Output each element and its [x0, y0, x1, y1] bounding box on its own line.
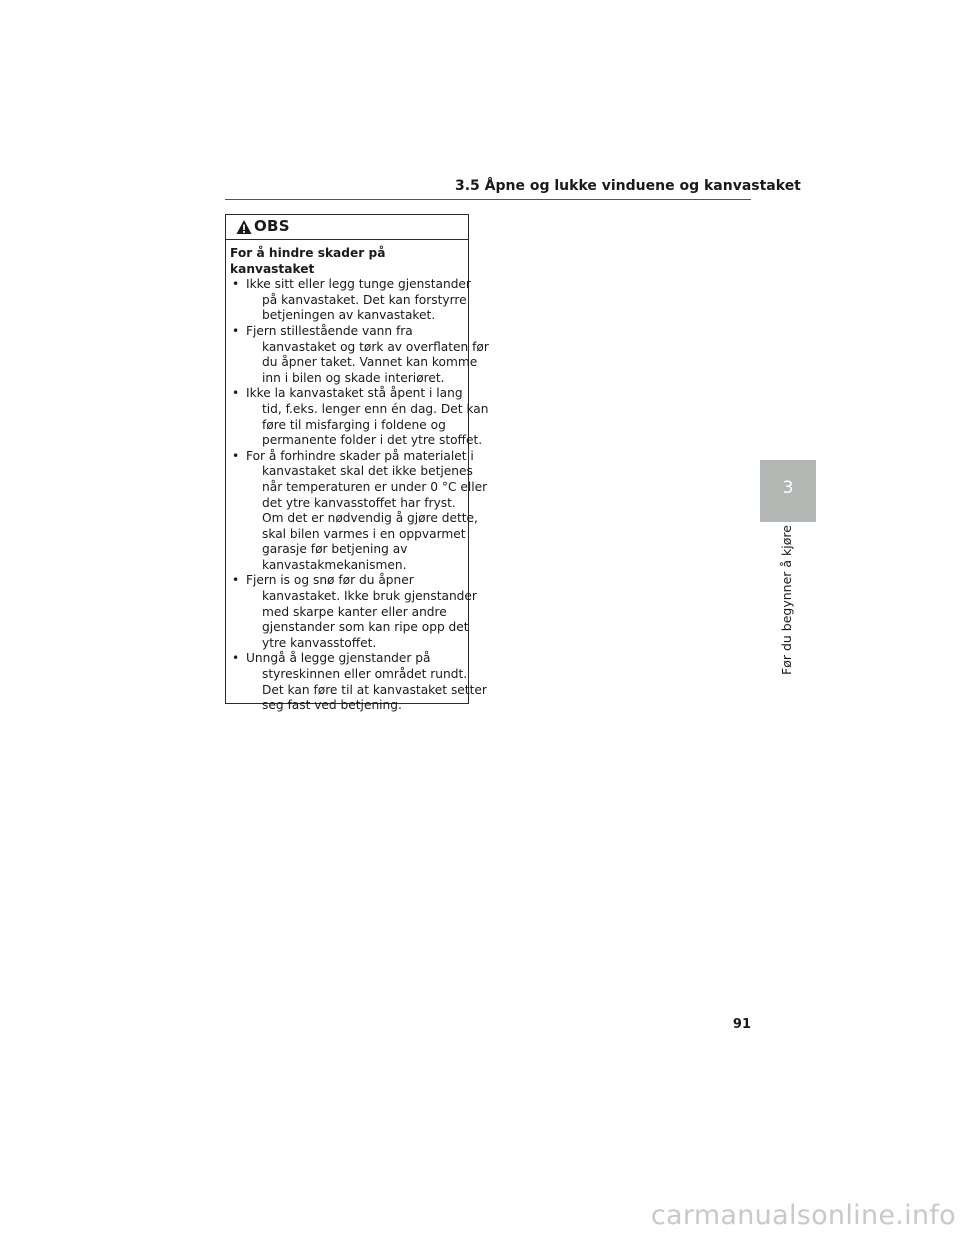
warning-text-line: tid, f.eks. lenger enn én dag. Det kan: [262, 401, 489, 416]
warning-text-line: Ikke la kanvastaket stå åpent i lang: [246, 386, 463, 401]
warning-list: [230, 277, 489, 714]
section-title: 3.5 Åpne og lukke vinduene og kanvastaket: [455, 178, 801, 194]
warning-text-line: seg fast ved betjening.: [262, 698, 402, 713]
warning-text-line: inn i bilen og skade interiøret.: [262, 370, 445, 385]
warning-label: OBS: [254, 217, 290, 235]
warning-list-item: [230, 573, 477, 651]
warning-list-item: [230, 386, 489, 448]
header-divider: [225, 199, 751, 200]
bullet-icon: •: [232, 573, 240, 588]
warning-text-line: Om det er nødvendig å gjøre dette,: [262, 511, 478, 526]
warning-text-line: skal bilen varmes i en oppvarmet: [262, 526, 466, 541]
warning-text-line: med skarpe kanter eller andre: [262, 604, 447, 619]
warning-text-line: Unngå å legge gjenstander på: [246, 651, 431, 666]
warning-text-line: det ytre kanvasstoffet har fryst.: [262, 495, 456, 510]
warning-list-item: [230, 277, 471, 324]
warning-triangle-icon: [236, 219, 252, 235]
chapter-tab: [760, 460, 816, 522]
warning-text-line: For å forhindre skader på materialet i: [246, 448, 474, 463]
warning-body: [226, 240, 489, 714]
warning-header: [226, 215, 468, 240]
warning-list-item: [230, 651, 487, 713]
watermark: carmanualsonline.info: [650, 1200, 956, 1231]
warning-text-line: permanente folder i det ytre stoffet.: [262, 433, 483, 448]
bullet-icon: •: [232, 448, 240, 463]
bullet-icon: •: [232, 323, 240, 338]
warning-text-line: kanvastaket. Ikke bruk gjenstander: [262, 589, 477, 604]
bullet-icon: •: [232, 277, 240, 292]
warning-list-item: [230, 323, 489, 386]
warning-text-line: styreskinnen eller området rundt.: [262, 667, 468, 682]
warning-text-line: Ikke sitt eller legg tunge gjenstander: [246, 277, 471, 292]
warning-text-line: kanvastaket og tørk av overflaten før: [262, 339, 489, 354]
warning-text-line: ytre kanvasstoffet.: [262, 635, 377, 650]
warning-box: [225, 214, 489, 713]
page-number: 91: [732, 1017, 751, 1032]
warning-text-line: på kanvastaket. Det kan forstyrre: [262, 292, 467, 307]
warning-text-line: kanvastakmekanismen.: [262, 557, 407, 572]
chapter-title: Før du begynner å kjøre: [779, 525, 794, 675]
warning-text-line: Fjern stillestående vann fra: [246, 323, 413, 338]
warning-text-line: når temperaturen er under 0 °C eller: [262, 479, 488, 494]
bullet-icon: •: [232, 386, 240, 401]
warning-text-line: Det kan føre til at kanvastaket setter: [262, 682, 487, 697]
warning-text-line: Fjern is og snø før du åpner: [246, 573, 414, 588]
warning-text-line: garasje før betjening av: [262, 542, 408, 557]
bullet-icon: •: [232, 651, 240, 666]
warning-heading: For å hindre skader på kanvastaket: [230, 246, 386, 276]
warning-text-line: betjeningen av kanvastaket.: [262, 308, 436, 323]
warning-text-line: du åpner taket. Vannet kan komme: [262, 355, 478, 370]
warning-list-item: [230, 448, 488, 574]
chapter-number: 3: [782, 478, 794, 498]
warning-text-line: gjenstander som kan ripe opp det: [262, 620, 469, 635]
warning-text-line: føre til misfarging i foldene og: [262, 417, 446, 432]
warning-text-line: kanvastaket skal det ikke betjenes: [262, 464, 473, 479]
